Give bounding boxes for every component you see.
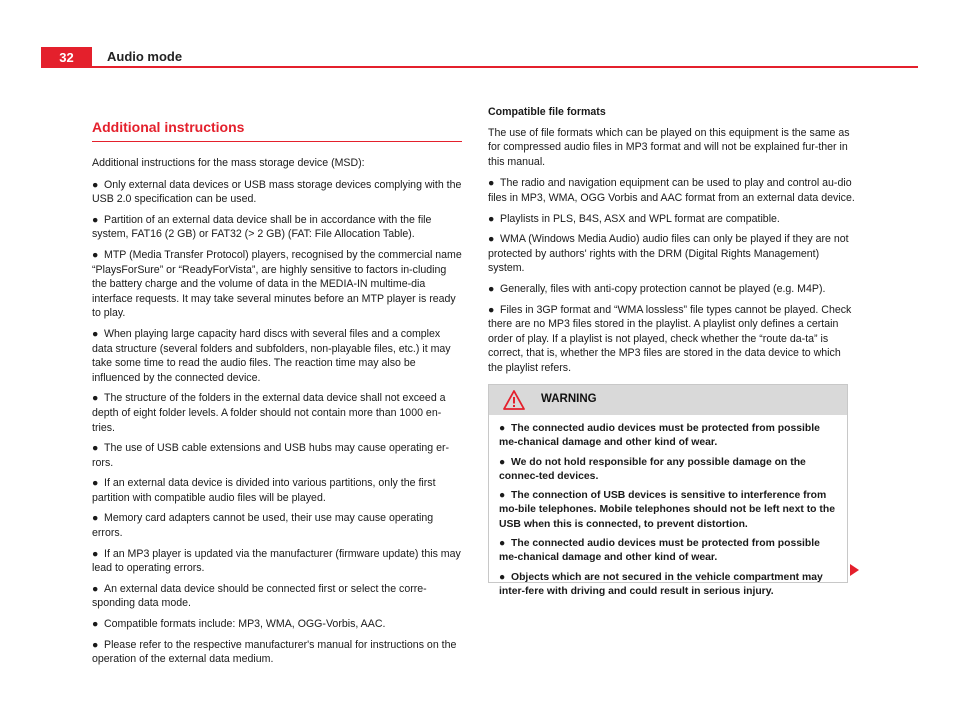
list-item: ● Playlists in PLS, B4S, ASX and WPL format are compatible. [488, 212, 780, 225]
list-item: ● Partition of an external data device shall be in accordance with the file system, FAT16 (2 GB) or FAT32 (> 2 GB) (FAT: File Allocation Table). [92, 213, 432, 241]
bullet-icon: ● [488, 177, 495, 190]
warning-title: WARNING [541, 393, 597, 405]
warning-triangle-icon [503, 390, 525, 410]
warning-body [489, 415, 847, 599]
bullet-icon: ● [499, 490, 506, 502]
instructions-list [92, 178, 462, 667]
bullet-icon: ● [499, 423, 506, 434]
list-item: ● Files in 3GP format and “WMA lossless” file types cannot be played. Check there are no MP3 files stored in the playlist. A playlist only defines a certain order of play. If a playlist is not played, check whether the “route da-ta” is correct, that is, whether the MP3 files are stored in the data device to which the playlist refers. [488, 303, 852, 374]
left-column [92, 112, 462, 673]
section-title: Additional instructions [92, 117, 462, 142]
bullet-icon: ● [92, 213, 99, 226]
bullet-icon: ● [92, 638, 99, 651]
list-item: ● Memory card adapters cannot be used, their use may cause operating errors. [92, 512, 434, 540]
header-rule [92, 66, 918, 68]
bullet-icon: ● [92, 618, 99, 631]
continue-arrow-icon [850, 564, 859, 576]
intro-text: Additional instructions for the mass storage device (MSD): [92, 157, 365, 169]
warning-item: ● The connection of USB devices is sensitive to interference from mo-bile telephones. Mobile telephones should not be left next to the USB when this is connected, to prevent distortion. [499, 490, 835, 530]
list-item: ● Generally, files with anti-copy protection cannot be played (e.g. M4P). [488, 282, 826, 295]
bullet-icon: ● [488, 212, 495, 225]
list-item: ● If an external data device is divided into various partitions, only the first partition with compatible audio files will be played. [92, 477, 436, 504]
page-number: 32 [41, 47, 92, 68]
bullet-icon: ● [92, 547, 99, 560]
formats-intro: The use of file formats which can be played on this equipment is the same as for compressed audio files in MP3 format and will not be explained fur-ther in this manual. [488, 126, 850, 168]
bullet-icon: ● [92, 248, 99, 261]
list-item: ● WMA (Windows Media Audio) audio files can only be played if they are not protected by authors' rights with the DRM (Digital Rights Management) system. [488, 233, 849, 275]
bullet-icon: ● [92, 327, 99, 340]
bullet-icon: ● [488, 303, 495, 316]
bullet-icon: ● [92, 582, 99, 595]
warning-item: ● We do not hold responsible for any possible damage on the connec-ted devices. [499, 456, 806, 482]
bullet-icon: ● [92, 442, 99, 455]
bullet-icon: ● [499, 538, 506, 550]
list-item: ● If an MP3 player is updated via the manufacturer (firmware update) this may lead to operating errors. [92, 547, 461, 575]
compatible-formats-title: Compatible file formats [488, 106, 606, 118]
warning-header [489, 385, 847, 415]
list-item: ● Only external data devices or USB mass storage devices complying with the USB 2.0 specification can be used. [92, 178, 462, 206]
list-item: ● The structure of the folders in the external data device shall not exceed a depth of eight folder levels. A folder should not contain more than 1000 en-tries. [92, 392, 446, 434]
warning-item: ● The connected audio devices must be protected from possible me-chanical damage and other kind of wear. [499, 423, 820, 449]
warning-item: ● The connected audio devices must be protected from possible me-chanical damage and other kind of wear. [499, 538, 820, 564]
list-item: ● MTP (Media Transfer Protocol) players, recognised by the commercial name “PlaysForSure” or “ReadyForVista”, are highly sensitive to factors in-cluding the battery charge and the volume of data in the MEDIA-IN multime-dia interface requests. It may take several minutes before an MTP player is ready to play. [92, 248, 462, 320]
list-item: ● An external data device should be connected first or select the corre-sponding data mode. [92, 582, 427, 610]
formats-list [488, 176, 858, 375]
chapter-title: Audio mode [107, 49, 183, 64]
bullet-icon: ● [488, 233, 495, 246]
bullet-icon: ● [92, 392, 99, 405]
list-item: ● Compatible formats include: MP3, WMA, OGG-Vorbis, AAC. [92, 618, 386, 631]
warning-item: ● Objects which are not secured in the vehicle compartment may inter-fere with driving and could result in serious injury. [499, 571, 823, 597]
list-item: ● The radio and navigation equipment can be used to play and control au-dio files in MP3, WMA, OGG Vorbis and AAC format from an external data device. [488, 177, 855, 204]
right-column [488, 105, 858, 382]
bullet-icon: ● [499, 571, 506, 583]
bullet-icon: ● [499, 456, 506, 468]
list-item: ● Please refer to the respective manufacturer's manual for instructions on the operation of the external data medium. [92, 638, 457, 666]
list-item: ● When playing large capacity hard discs with several files and a complex data structure (several folders and subfolders, non-playable files, etc.) it may take some time to read the audio files. The reaction time may also be influenced by the connected device. [92, 327, 451, 384]
bullet-icon: ● [92, 178, 99, 191]
warning-box [488, 384, 848, 597]
bullet-icon: ● [92, 477, 99, 490]
list-item: ● The use of USB cable extensions and USB hubs may cause operating er-rors. [92, 442, 450, 469]
bullet-icon: ● [488, 282, 495, 295]
bullet-icon: ● [92, 512, 99, 525]
